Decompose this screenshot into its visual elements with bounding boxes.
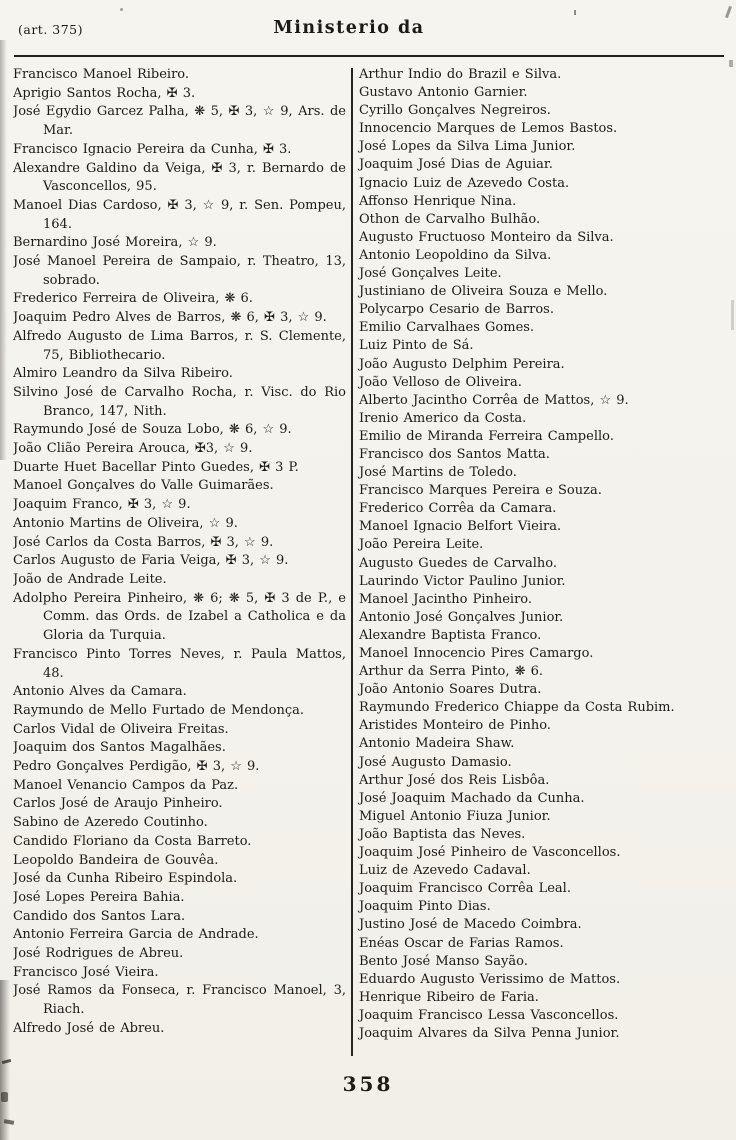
name-entry: José Lopes Pereira Bahia. <box>13 889 185 905</box>
scan-artifact <box>725 6 732 18</box>
name-entry: Alexandre Baptista Franco. <box>359 627 542 643</box>
scan-artifact <box>574 10 576 15</box>
name-entry: Manoel Ignacio Belfort Vieira. <box>359 519 562 535</box>
name-entry: Joaquim Franco, ✠ 3, ☆ 9. <box>13 497 191 513</box>
name-entry: João Augusto Delphim Pereira. <box>359 356 565 372</box>
header-rule <box>14 55 724 57</box>
name-entry: Joaquim José Dias de Aguiar. <box>359 157 553 173</box>
name-entry: Manoel Innocencio Pires Camargo. <box>359 646 594 661</box>
name-entry: Othon de Carvalho Bulhão. <box>359 211 541 227</box>
name-entry: Affonso Henrique Nina. <box>359 193 517 209</box>
name-entry: João de Andrade Leite. <box>13 571 167 587</box>
name-entry: Sabino de Azeredo Coutinho. <box>13 815 208 831</box>
name-entry: Francisco Marques Pereira e Souza. <box>359 483 602 499</box>
name-entry: Eduardo Augusto Verissimo de Mattos. <box>359 971 621 987</box>
name-entry: Arthur José dos Reis Lisbôa. <box>359 772 550 788</box>
name-entry: Alfredo José de Abreu. <box>13 1020 165 1036</box>
name-entry: Miguel Antonio Fiuza Junior. <box>359 808 551 824</box>
name-entry: Emilio de Miranda Ferreira Campello. <box>359 428 614 444</box>
name-entry: Arthur Indio do Brazil e Silva. <box>359 67 562 82</box>
name-entry: Justino José de Macedo Coimbra. <box>359 917 582 933</box>
name-entry: João Velloso de Oliveira. <box>359 374 522 390</box>
page-title: Ministerio da <box>273 18 425 38</box>
scan-artifact <box>731 300 734 330</box>
name-entry: Raymundo José de Souza Lobo, ❋ 6, ☆ 9. <box>13 422 292 438</box>
name-entry: Antonio Ferreira Garcia de Andrade. <box>13 927 259 943</box>
name-entry: Augusto Guedes de Carvalho. <box>359 555 557 571</box>
name-entry: José Lopes da Silva Lima Junior. <box>359 139 576 155</box>
name-entry: Antonio Leopoldino da Silva. <box>359 247 552 263</box>
name-entry: Innocencio Marques de Lemos Bastos. <box>359 121 618 137</box>
page-header <box>16 16 722 50</box>
name-entry: José Carlos da Costa Barros, ✠ 3, ☆ 9. <box>13 534 274 550</box>
name-entry: Alberto Jacintho Corrêa de Mattos, ☆ 9. <box>359 392 629 408</box>
name-entry: Carlos Augusto de Faria Veiga, ✠ 3, ☆ 9. <box>13 553 289 569</box>
name-entry: Gustavo Antonio Garnier. <box>359 85 528 101</box>
left-column <box>13 66 351 1062</box>
name-entry: Joaquim José Pinheiro de Vasconcellos. <box>359 845 621 861</box>
name-entry: Irenio Americo da Costa. <box>359 410 527 426</box>
name-entry: Frederico Ferreira de Oliveira, ❋ 6. <box>13 291 253 307</box>
name-entry: José Gonçalves Leite. <box>359 266 502 282</box>
scan-artifact <box>729 60 733 67</box>
name-entry: Carlos José de Araujo Pinheiro. <box>13 796 223 812</box>
scan-artifact <box>2 1059 11 1064</box>
name-entry: José Joaquim Machado da Cunha. <box>359 790 585 806</box>
scan-artifact <box>0 40 7 460</box>
name-entry: Francisco Pinto Torres Neves, r. Paula Mattos, 48. <box>13 646 346 681</box>
name-entry: Antonio Martins de Oliveira, ☆ 9. <box>13 515 238 531</box>
name-entry: Manoel Dias Cardoso, ✠ 3, ☆ 9, r. Sen. Pompeu, 164. <box>13 197 346 232</box>
name-entry: Candido Floriano da Costa Barreto. <box>13 833 252 849</box>
right-column <box>353 66 728 1062</box>
name-entry: José Martins de Toledo. <box>359 465 517 481</box>
name-entry: Manoel Jacintho Pinheiro. <box>359 591 533 607</box>
name-entry: Augusto Fructuoso Monteiro da Silva. <box>359 229 614 245</box>
name-entry: Luiz de Azevedo Cadaval. <box>359 863 531 879</box>
name-entry: Almiro Leandro da Silva Ribeiro. <box>13 366 233 382</box>
name-entry: Raymundo de Mello Furtado de Mendonça. <box>13 702 305 718</box>
name-entry: José Manoel Pereira de Sampaio, r. Theatro, 13, sobrado. <box>13 254 346 288</box>
page-number: 358 <box>342 1072 394 1096</box>
name-entry: João Antonio Soares Dutra. <box>359 682 542 698</box>
name-entry: Aristides Monteiro de Pinho. <box>359 718 551 734</box>
name-entry: Francisco Ignacio Pereira da Cunha, ✠ 3. <box>13 141 292 157</box>
name-entry: Carlos Vidal de Oliveira Freitas. <box>13 721 229 737</box>
name-entry: Joaquim Francisco Corrêa Leal. <box>359 881 571 897</box>
name-entry: Laurindo Victor Paulino Junior. <box>359 573 566 589</box>
name-entry: Frederico Corrêa da Camara. <box>359 501 557 517</box>
name-entry: Enéas Oscar de Farias Ramos. <box>359 935 564 951</box>
name-entry: João Clião Pereira Arouca, ✠3, ☆ 9. <box>13 441 253 457</box>
name-entry: José Rodrigues de Abreu. <box>13 946 184 962</box>
name-entry: Alfredo Augusto de Lima Barros, r. S. Clemente, 75, Bibliothecario. <box>13 328 346 363</box>
name-entry: Alexandre Galdino da Veiga, ✠ 3, r. Bernardo de Vasconcellos, 95. <box>13 160 346 195</box>
name-entry: José Ramos da Fonseca, r. Francisco Manoel, 3, Riach. <box>13 983 346 1018</box>
name-entry: José Egydio Garcez Palha, ❋ 5, ✠ 3, ☆ 9, Ars. de Mar. <box>13 104 346 139</box>
name-list <box>13 66 728 1062</box>
scan-artifact <box>4 1119 15 1125</box>
name-entry: José da Cunha Ribeiro Espindola. <box>13 871 238 887</box>
name-entry: João Baptista das Neves. <box>359 826 526 842</box>
name-entry: Raymundo Frederico Chiappe da Costa Rubim. <box>359 700 675 716</box>
name-entry: Luiz Pinto de Sá. <box>359 338 474 354</box>
name-entry: Polycarpo Cesario de Barros. <box>359 302 554 318</box>
name-entry: Adolpho Pereira Pinheiro, ❋ 6; ❋ 5, ✠ 3 de P., e Comm. das Ords. de Izabel a Catholica e da Gloria da Turquia. <box>13 590 346 644</box>
scan-artifact <box>0 980 10 1140</box>
name-entry: Emilio Carvalhaes Gomes. <box>359 320 535 336</box>
name-entry: Antonio Madeira Shaw. <box>359 736 515 752</box>
name-entry: Silvino José de Carvalho Rocha, r. Visc. do Rio Branco, 147, Nith. <box>13 384 346 419</box>
name-entry: Justiniano de Oliveira Souza e Mello. <box>359 284 608 300</box>
name-entry: Joaquim dos Santos Magalhães. <box>13 740 226 756</box>
name-entry: Manoel Gonçalves do Valle Guimarães. <box>13 478 274 494</box>
article-reference: (art. 375) <box>18 22 84 37</box>
name-entry: Cyrillo Gonçalves Negreiros. <box>359 103 551 119</box>
name-entry: Antonio José Gonçalves Junior. <box>359 609 564 625</box>
name-entry: Leopoldo Bandeira de Gouvêa. <box>13 852 219 868</box>
name-entry: Antonio Alves da Camara. <box>13 684 187 700</box>
name-entry: José Augusto Damasio. <box>359 754 512 770</box>
name-entry: Joaquim Pedro Alves de Barros, ❋ 6, ✠ 3, ☆ 9. <box>13 310 327 326</box>
name-entry: Manoel Venancio Campos da Paz. <box>13 777 239 793</box>
name-entry: Joaquim Francisco Lessa Vasconcellos. <box>359 1007 619 1023</box>
name-entry: João Pereira Leite. <box>359 537 484 553</box>
name-entry: Aprigio Santos Rocha, ✠ 3. <box>13 85 196 101</box>
name-entry: Candido dos Santos Lara. <box>13 908 186 924</box>
name-entry: Arthur da Serra Pinto, ❋ 6. <box>359 664 544 680</box>
name-entry: Francisco dos Santos Matta. <box>359 446 550 462</box>
name-entry: Bento José Manso Sayão. <box>359 953 528 969</box>
name-entry: Duarte Huet Bacellar Pinto Guedes, ✠ 3 P. <box>13 459 299 475</box>
name-entry: Bernardino José Moreira, ☆ 9. <box>13 235 217 251</box>
scan-artifact <box>120 8 123 11</box>
name-entry: Pedro Gonçalves Perdigão, ✠ 3, ☆ 9. <box>13 759 260 775</box>
name-entry: Henrique Ribeiro de Faria. <box>359 989 539 1005</box>
name-entry: Joaquim Pinto Dias. <box>359 899 491 915</box>
name-entry: Francisco José Vieira. <box>13 964 159 980</box>
name-entry: Joaquim Alvares da Silva Penna Junior. <box>359 1025 620 1041</box>
name-entry: Francisco Manoel Ribeiro. <box>13 67 190 82</box>
name-entry: Ignacio Luiz de Azevedo Costa. <box>359 175 570 191</box>
